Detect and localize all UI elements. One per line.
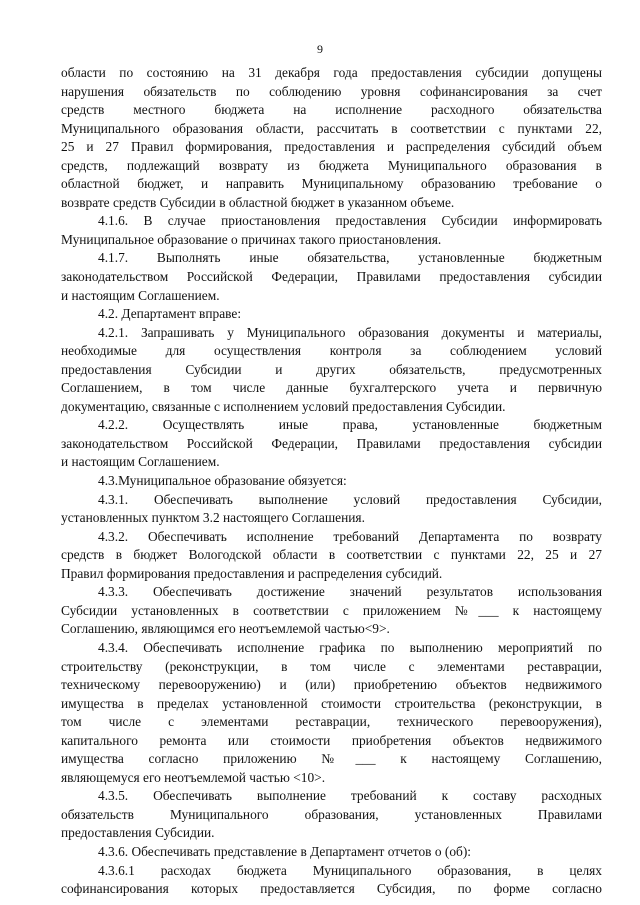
text-line: средств, подлежащий возврату из бюджета Муниципального образования в — [61, 157, 602, 173]
text-line: имущества в пределах установленной стоимости строительства (реконструкции, в — [61, 695, 602, 711]
document-body — [61, 64, 602, 899]
text-line: 4.3.6.1 расходах бюджета Муниципального образования, в целях — [98, 862, 602, 878]
text-line: средств местного бюджета на исполнение расходного обязательства — [61, 102, 602, 118]
text-line: средств в бюджет Вологодской области в соответствии с пунктами 22, 25 и 27 — [61, 547, 602, 563]
text-line: Соглашением, в том числе данные бухгалтерского учета и первичную — [61, 380, 602, 396]
text-line: 4.1.6. В случае приостановления предоставления Субсидии информировать — [98, 213, 602, 229]
text-line: 4.2. Департамент вправе: — [98, 306, 242, 322]
text-line: обязательств Муниципального образования, установленных Правилами — [61, 806, 602, 822]
text-line: 4.3.1. Обеспечивать выполнение условий предоставления Субсидии, — [98, 491, 602, 507]
text-line: 4.3.4. Обеспечивать исполнение графика по выполнению мероприятий по — [98, 639, 602, 655]
text-line: 4.3.2. Обеспечивать исполнение требований Департамента по возврату — [98, 528, 602, 544]
text-line: законодательством Российской Федерации, Правилами предоставления субсидии — [61, 435, 602, 451]
text-line: законодательством Российской Федерации, Правилами предоставления субсидии — [61, 269, 602, 285]
text-line: Субсидии установленных в соответствии с приложением №___ к настоящему — [61, 602, 602, 618]
text-line: софинансирования которых предоставляется Субсидия, по форме согласно — [61, 881, 602, 897]
text-line: том числе с элементами реставрации, технического перевооружения), — [61, 714, 602, 730]
text-line: 4.2.1. Запрашивать у Муниципального образования документы и материалы, — [98, 324, 602, 340]
text-line: 4.3.Муниципальное образование обязуется: — [98, 473, 347, 489]
text-line: 4.2.2. Осуществлять иные права, установленные бюджетным — [98, 417, 602, 433]
text-line: 4.3.5. Обеспечивать выполнение требований к составу расходных — [98, 788, 602, 804]
text-line: Муниципального образования области, рассчитать в соответствии с пунктами 22, — [61, 120, 602, 136]
text-line: установленных пунктом 3.2 настоящего Соглашения. — [61, 510, 365, 526]
text-line: 4.3.3. Обеспечивать достижение значений результатов использования — [98, 584, 602, 600]
page-number: 9 — [317, 42, 323, 56]
text-line: Правил формирования предоставления и распределения субсидий. — [61, 565, 443, 581]
text-line: Муниципальное образование о причинах такого приостановления. — [61, 231, 442, 247]
text-line: являющемуся его неотъемлемой частью <10>. — [61, 769, 326, 785]
text-line: областной бюджет, и направить Муниципальному образованию требование о — [61, 176, 602, 192]
text-line: и настоящим Соглашением. — [61, 454, 220, 470]
text-line: капитального ремонта или стоимости приобретения объектов недвижимого — [61, 732, 602, 748]
text-line: возврате средств Субсидии в областной бюджет в указанном объеме. — [61, 194, 455, 210]
text-line: строительству (реконструкции, в том числе с элементами реставрации, — [61, 658, 602, 674]
text-line: Соглашению, являющимся его неотъемлемой частью<9>. — [61, 621, 390, 637]
text-line: области по состоянию на 31 декабря года предоставления субсидии допущены — [61, 65, 602, 80]
text-line: 25 и 27 Правил формирования, предоставления и распределения субсидий объем — [61, 139, 602, 155]
text-line: документацию, связанные с исполнением условий предоставления Субсидии. — [61, 398, 506, 414]
text-line: 4.1.7. Выполнять иные обязательства, установленные бюджетным — [98, 250, 602, 266]
text-line: предоставления Субсидии. — [61, 825, 215, 841]
text-line: 4.3.6. Обеспечивать представление в Департамент отчетов о (об): — [98, 843, 472, 859]
text-line: нарушения обязательств по соблюдению уровня софинансирования за счет — [61, 83, 602, 99]
text-line: имущества согласно приложению №___ к настоящему Соглашению, — [61, 751, 602, 767]
text-line: необходимые для осуществления контроля за соблюдением условий — [61, 343, 602, 359]
text-line: предоставления Субсидии и других обязательств, предусмотренных — [61, 361, 602, 377]
text-line: техническому перевооружению) и (или) приобретению объектов недвижимого — [61, 677, 602, 693]
text-line: и настоящим Соглашением. — [61, 287, 220, 303]
